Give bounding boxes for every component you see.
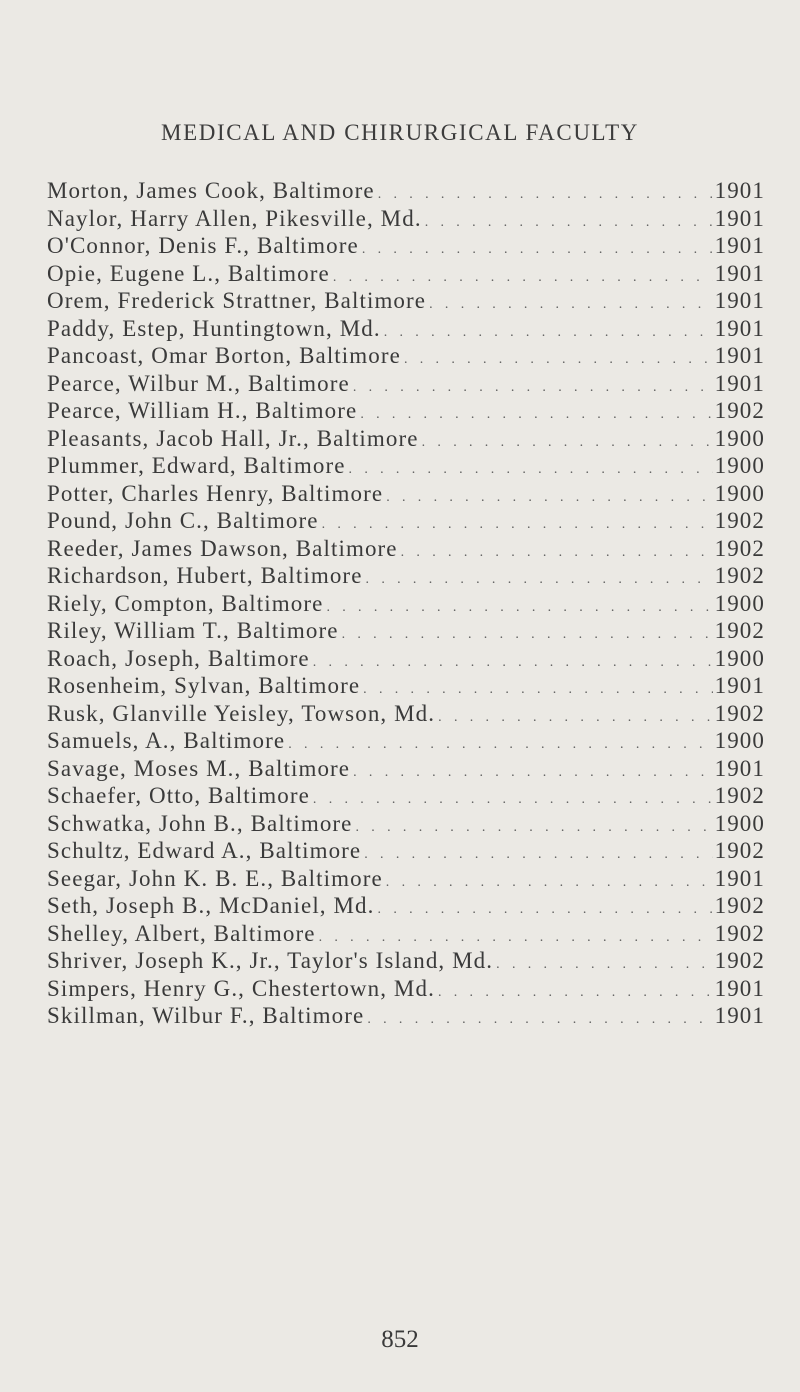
dot-leader (366, 572, 713, 588)
dot-leader (326, 600, 712, 616)
member-name: Shriver, Joseph K., Jr., Taylor's Island, Md. (47, 948, 494, 973)
member-name: Skillman, Wilbur F., Baltimore (47, 1003, 365, 1028)
election-year: 1902 (714, 893, 765, 918)
member-entry (47, 481, 765, 509)
election-year: 1901 (714, 205, 765, 231)
election-year: 1900 (714, 645, 765, 671)
member-entry (47, 1003, 765, 1031)
election-year: 1902 (714, 838, 765, 863)
member-name: Riley, William T., Baltimore (47, 618, 339, 643)
dot-leader (342, 627, 713, 643)
member-name: Pearce, Wilbur M., Baltimore (47, 370, 350, 396)
dot-leader (401, 545, 713, 561)
member-entry (47, 233, 765, 261)
election-year: 1902 (714, 783, 765, 808)
election-year: 1901 (714, 673, 765, 698)
member-name: Morton, James Cook, Baltimore (47, 178, 375, 203)
member-entry (47, 178, 765, 206)
member-entry (47, 288, 765, 316)
member-name: Rosenheim, Sylvan, Baltimore (47, 673, 361, 698)
member-entry (47, 673, 765, 701)
member-entry (47, 536, 765, 564)
election-year: 1901 (714, 260, 765, 286)
member-name: Schwatka, John B., Baltimore (47, 810, 353, 836)
member-entry (47, 756, 765, 784)
dot-leader (349, 462, 713, 478)
member-name: Pound, John C., Baltimore (47, 508, 319, 533)
election-year: 1900 (714, 453, 765, 478)
member-name: Richardson, Hubert, Baltimore (47, 563, 363, 588)
member-name: O'Connor, Denis F., Baltimore (47, 233, 359, 258)
dot-leader (367, 1012, 712, 1028)
dot-leader (333, 270, 713, 286)
member-name: Paddy, Estep, Huntingtown, Md. (47, 315, 381, 341)
election-year: 1902 (714, 700, 765, 726)
dot-leader (322, 517, 713, 533)
member-entry (47, 646, 765, 674)
member-name: Seegar, John K. B. E., Baltimore (47, 865, 383, 891)
member-name: Savage, Moses M., Baltimore (47, 755, 351, 781)
member-entry (47, 893, 765, 921)
election-year: 1902 (714, 618, 765, 643)
member-name: Potter, Charles Henry, Baltimore (47, 480, 384, 506)
page-number: 852 (381, 1326, 419, 1353)
member-name: Schaefer, Otto, Baltimore (47, 783, 310, 808)
election-year: 1901 (714, 288, 765, 313)
election-year: 1901 (714, 343, 765, 368)
election-year: 1902 (714, 563, 765, 588)
member-entry (47, 316, 765, 344)
election-year: 1900 (714, 810, 765, 836)
member-name: Pancoast, Omar Borton, Baltimore (47, 343, 401, 368)
election-year: 1900 (714, 425, 765, 451)
member-name: Simpers, Henry G., Chestertown, Md. (47, 975, 435, 1001)
member-list (47, 178, 765, 1031)
election-year: 1900 (714, 728, 765, 753)
election-year: 1902 (714, 398, 765, 423)
dot-leader (364, 847, 712, 863)
member-entry (47, 261, 765, 289)
election-year: 1901 (714, 755, 765, 781)
member-name: Opie, Eugene L., Baltimore (47, 260, 330, 286)
member-entry (47, 838, 765, 866)
dot-leader (386, 490, 712, 506)
election-year: 1901 (714, 975, 765, 1001)
election-year: 1901 (714, 1003, 765, 1028)
member-entry (47, 371, 765, 399)
dot-leader (356, 820, 713, 836)
dot-leader (319, 930, 713, 946)
member-entry (47, 948, 765, 976)
member-name: Riely, Compton, Baltimore (47, 590, 324, 616)
election-year: 1902 (714, 948, 765, 973)
dot-leader (363, 682, 712, 698)
election-year: 1901 (714, 315, 765, 341)
member-entry (47, 701, 765, 729)
member-entry (47, 591, 765, 619)
member-name: Shelley, Albert, Baltimore (47, 920, 316, 946)
election-year: 1902 (714, 920, 765, 946)
election-year: 1900 (714, 480, 765, 506)
member-name: Naylor, Harry Allen, Pikesville, Md. (47, 205, 422, 231)
member-name: Plummer, Edward, Baltimore (47, 453, 346, 478)
member-entry (47, 343, 765, 371)
member-entry (47, 398, 765, 426)
dot-leader (378, 187, 713, 203)
dot-leader (362, 242, 713, 258)
member-entry (47, 426, 765, 454)
member-name: Pleasants, Jacob Hall, Jr., Baltimore (47, 425, 419, 451)
dot-leader (386, 875, 713, 891)
election-year: 1901 (714, 233, 765, 258)
member-name: Seth, Joseph B., McDaniel, Md. (47, 893, 375, 918)
dot-leader (429, 297, 712, 313)
dot-leader (438, 985, 713, 1001)
election-year: 1902 (714, 535, 765, 561)
dot-leader (378, 902, 713, 918)
running-head: MEDICAL AND CHIRURGICAL FACULTY (161, 120, 639, 145)
member-entry (47, 728, 765, 756)
dot-leader (496, 957, 712, 973)
dot-leader (313, 655, 713, 671)
election-year: 1901 (714, 370, 765, 396)
member-name: Schultz, Edward A., Baltimore (47, 838, 362, 863)
member-entry (47, 921, 765, 949)
dot-leader (313, 792, 713, 808)
dot-leader (384, 325, 713, 341)
member-entry (47, 976, 765, 1004)
election-year: 1902 (714, 508, 765, 533)
member-name: Reeder, James Dawson, Baltimore (47, 535, 398, 561)
election-year: 1901 (714, 865, 765, 891)
dot-leader (353, 765, 712, 781)
dot-leader (438, 710, 712, 726)
member-name: Pearce, William H., Baltimore (47, 398, 358, 423)
member-entry (47, 783, 765, 811)
member-name: Orem, Frederick Strattner, Baltimore (47, 288, 427, 313)
member-entry (47, 811, 765, 839)
member-entry (47, 618, 765, 646)
dot-leader (360, 407, 712, 423)
election-year: 1901 (714, 178, 765, 203)
member-name: Samuels, A., Baltimore (47, 728, 286, 753)
election-year: 1900 (714, 590, 765, 616)
member-entry (47, 206, 765, 234)
dot-leader (425, 215, 713, 231)
member-entry (47, 508, 765, 536)
dot-leader (404, 352, 713, 368)
member-name: Roach, Joseph, Baltimore (47, 645, 310, 671)
dot-leader (288, 737, 712, 753)
member-name: Rusk, Glanville Yeisley, Towson, Md. (47, 700, 436, 726)
member-entry (47, 866, 765, 894)
member-entry (47, 453, 765, 481)
member-entry (47, 563, 765, 591)
dot-leader (353, 380, 713, 396)
dot-leader (422, 435, 713, 451)
